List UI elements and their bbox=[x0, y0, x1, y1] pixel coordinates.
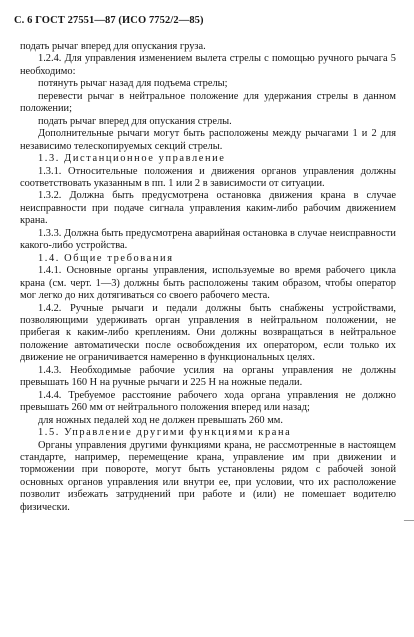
margin-mark: — bbox=[404, 515, 414, 526]
paragraph: подать рычаг вперед для опускания груза. bbox=[20, 41, 206, 52]
paragraph: Дополнительные рычаги могут быть расположены между рычагами 1 и 2 для независимо телескопируемых секций стрелы. bbox=[20, 128, 396, 152]
paragraph: подать рычаг вперед для опускания стрелы. bbox=[38, 115, 232, 127]
paragraph: 1.4.1. Основные органы управления, используемые во время рабочего цикла крана (см. черт. 1—3) должны быть расположены таким образом, чтобы оператор мог легко до них дотягиваться со своего рабочего места. bbox=[20, 265, 396, 302]
paragraph: 1.3.1. Относительные положения и движения органов управления должны соответствовать указанным в пп. 1 или 2 в зависимости от ситуации. bbox=[20, 165, 396, 189]
paragraph: для ножных педалей ход не должен превышать 260 мм. bbox=[38, 414, 283, 426]
paragraph: 1.4.3. Необходимые рабочие усилия на органы управления не должны превышать 160 Н на ручные рычаги и 225 Н на ножные педали. bbox=[20, 364, 396, 389]
document-body bbox=[20, 41, 396, 514]
paragraph: 1.4.4. Требуемое расстояние рабочего хода органа управления не должно превышать 260 мм от нейтрального положения вперед или назад; bbox=[20, 389, 396, 414]
paragraph: 1.3.3. Должна быть предусмотрена аварийная остановка в случае неисправности какого-либо устройства. bbox=[20, 227, 396, 252]
paragraph: Органы управления другими функциями крана, не рассмотренные в настоящем стандарте, например, перемещение крана, управление им при движении и торможении при повороте, могут быть установлены рядом с рабочей зоной основных органов управления или внутри ее, при условии, что их расположение позволит избежать затруднений при работе и (или) не помешает водителю физически. bbox=[20, 439, 396, 513]
paragraph: перевести рычаг в нейтральное положение для удержания стрелы в данном положении; bbox=[20, 90, 396, 115]
section-heading: 1.3. Дистанционное управление bbox=[38, 153, 226, 165]
paragraph: потянуть рычаг назад для подъема стрелы; bbox=[38, 78, 228, 90]
page-header: С. 6 ГОСТ 27551—87 (ИСО 7752/2—85) bbox=[14, 15, 204, 26]
paragraph: 1.4.2. Ручные рычаги и педали должны быть снабжены устройствами, позволяющими удерживать орган управления в нейтральном положении, не прибегая к каким-либо креплениям. Они должны возвращаться в нейтральное положение автоматически после освобождения их оператором, если только их движение не ограничивается намеренно в функциональных целях. bbox=[20, 302, 396, 364]
paragraph: 1.2.4. Для управления изменением вылета стрелы с помощью ручного рычага 5 необходимо: bbox=[20, 53, 396, 77]
section-heading: 1.5. Управление другими функциями крана bbox=[38, 427, 292, 439]
paragraph: 1.3.2. Должна быть предусмотрена остановка движения крана в случае неисправности при подаче сигнала управления каким-либо рабочим движением крана. bbox=[20, 190, 396, 227]
section-heading: 1.4. Общие требования bbox=[38, 252, 174, 264]
